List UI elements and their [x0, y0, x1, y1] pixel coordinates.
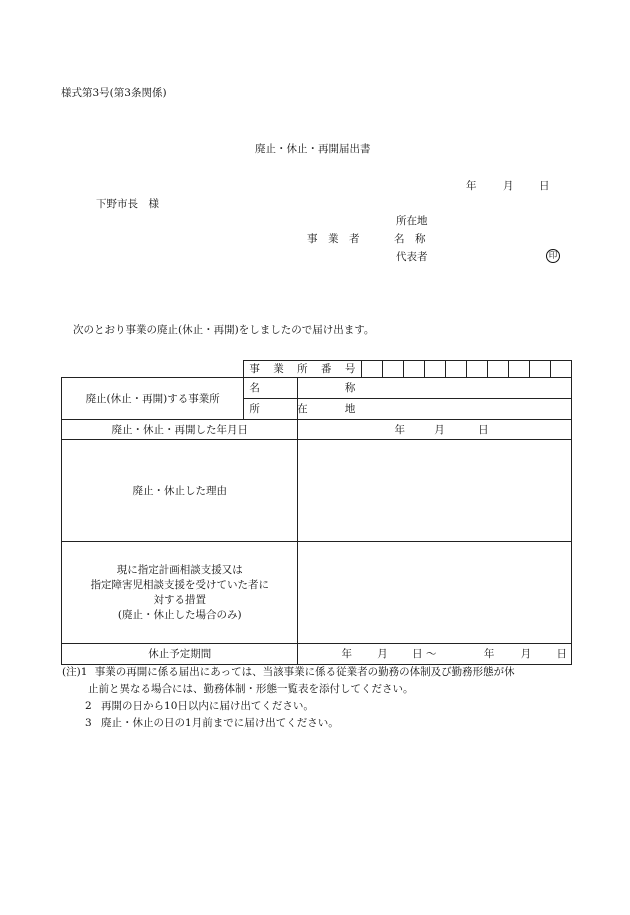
note-2-prefix: 2: [85, 700, 92, 712]
office-address-label: 所 在 地: [249, 403, 356, 415]
note-3-text: 廃止・休止の日の1月前までに届け出てください。: [101, 717, 339, 729]
period-start-month-label: 月: [377, 648, 388, 660]
note-1-continued-text: 止前と異なる場合には、勤務体制・形態一覧表を添付してください。: [88, 683, 414, 695]
measures-field[interactable]: [298, 542, 572, 644]
event-year-label: 年: [394, 423, 405, 436]
submission-day-label: 日: [539, 180, 550, 192]
note-2: [62, 698, 582, 715]
office-number-digit-10[interactable]: [550, 361, 571, 378]
period-end-month-label: 月: [520, 648, 532, 660]
seal-mark: 印: [546, 249, 560, 263]
period-start-year-label: 年: [341, 648, 352, 660]
applicant-label: 事 業 者: [307, 233, 360, 245]
notification-table: [61, 360, 572, 665]
office-name-field[interactable]: [298, 378, 572, 399]
event-date-field[interactable]: [298, 420, 572, 440]
office-address-field[interactable]: [298, 399, 572, 420]
applicant-representative-label: 代表者: [396, 251, 428, 263]
measures-label-line-1: 現に指定計画相談支援又は: [116, 563, 243, 576]
office-number-digit-6[interactable]: [466, 361, 487, 378]
document-title: 廃止・休止・再開届出書: [255, 143, 371, 155]
form-number: 様式第3号(第3条関係): [61, 87, 167, 99]
submission-month-label: 月: [503, 180, 514, 192]
office-number-digit-7[interactable]: [487, 361, 508, 378]
suspension-period-field[interactable]: [298, 644, 572, 665]
note-1: [62, 664, 582, 681]
office-name-label-cell: [244, 378, 356, 399]
intro-text: 次のとおり事業の廃止(休止・再開)をしましたので届け出ます。: [73, 324, 375, 336]
period-tilde: 〜: [425, 648, 437, 660]
reason-label: 廃止・休止した理由: [62, 440, 298, 542]
office-number-label-cell: [244, 361, 361, 378]
note-1-continued: [62, 681, 582, 698]
suspension-period-label: 休止予定期間: [62, 644, 298, 665]
period-start-day-label: 日: [412, 648, 423, 660]
office-address-label-cell: [244, 399, 356, 420]
submission-year-label: 年: [466, 180, 477, 192]
measures-label: [62, 542, 298, 644]
measures-label-line-2: 指定障害児相談支援を受けていた者に: [90, 578, 269, 591]
office-number-digit-2[interactable]: [382, 361, 403, 378]
note-2-text: 再開の日から10日以内に届け出てください。: [101, 700, 314, 712]
office-number-digit-3[interactable]: [403, 361, 424, 378]
measures-label-line-4: (廃止・休止した場合のみ): [117, 608, 242, 621]
office-number-label: 事 業 所 番 号: [249, 363, 356, 375]
office-number-digit-8[interactable]: [508, 361, 529, 378]
event-day-label: 日: [478, 423, 489, 436]
office-section-label: 廃止(休止・再開)する事業所: [62, 378, 244, 420]
note-1-prefix: (注)1: [62, 666, 88, 678]
period-end-day-label: 日: [556, 648, 567, 660]
notes-section: [62, 664, 582, 732]
note-3-prefix: 3: [85, 717, 92, 729]
period-end-year-label: 年: [483, 648, 495, 660]
office-name-label: 名 称: [249, 382, 356, 394]
office-number-digit-5[interactable]: [445, 361, 466, 378]
measures-label-line-3: 対する措置: [153, 593, 206, 606]
note-3: [62, 715, 582, 732]
applicant-name-label: 名 称: [394, 233, 426, 245]
office-number-digit-4[interactable]: [424, 361, 445, 378]
applicant-address-label: 所在地: [396, 215, 428, 227]
reason-field[interactable]: [298, 440, 572, 542]
office-number-digit-9[interactable]: [529, 361, 550, 378]
event-month-label: 月: [434, 423, 445, 436]
office-number-digit-1[interactable]: [361, 361, 382, 378]
event-date-label: 廃止・休止・再開した年月日: [62, 420, 298, 440]
addressee: 下野市長 様: [96, 198, 159, 210]
note-1-text: 事業の再開に係る届出にあっては、当該事業に係る従業者の勤務の体制及び勤務形態が休: [94, 666, 515, 678]
